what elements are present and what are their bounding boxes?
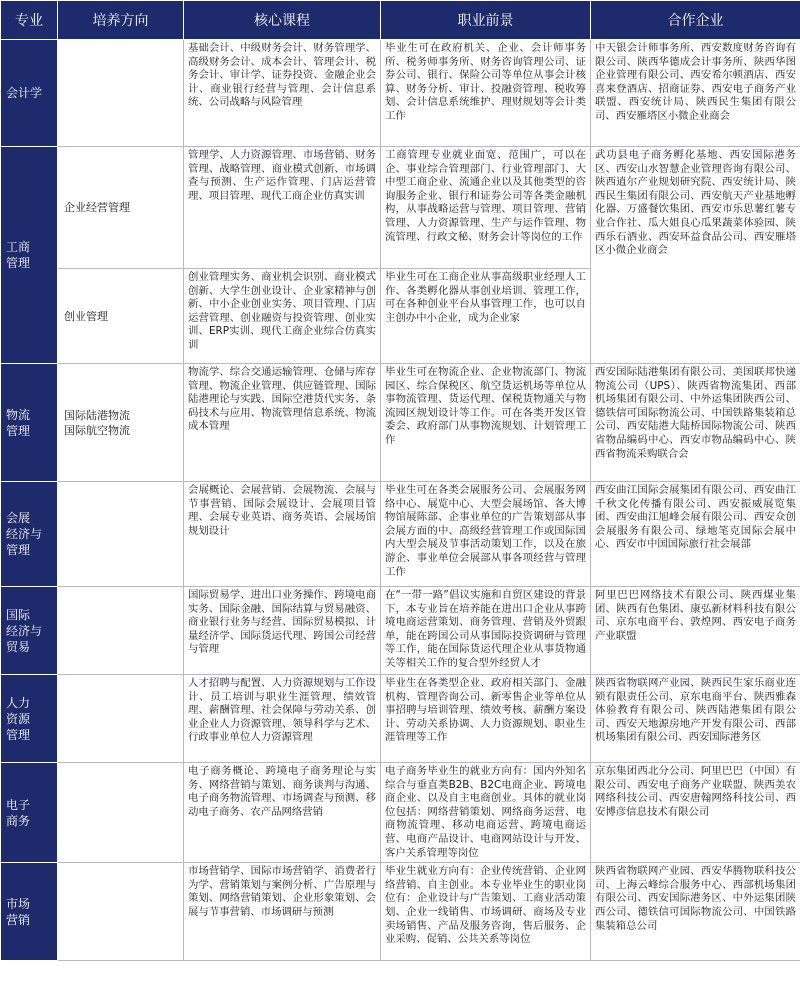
courses-cell: 管理学、人力资源管理、市场营销、财务管理、战略管理、商业模式创新、市场调查与预测、生产运作管理、门店运营管理、项目管理、现代工商企业仿真实训 — [184, 147, 381, 269]
direction-cell — [58, 40, 184, 147]
header-prospects: 职业前景 — [381, 1, 591, 40]
direction-cell — [58, 482, 184, 587]
direction-cell: 企业经营管理 — [58, 147, 184, 269]
courses-cell: 市场营销学、国际市场营销学、消费者行为学、营销策划与案例分析、广告原理与策划、网络营销策划、企业形象策划、会展与节事营销、市场调研与预测 — [184, 863, 381, 961]
major-cell: 物流 管理 — [1, 364, 58, 482]
major-cell: 会展 经济与 管理 — [1, 482, 58, 587]
table-row — [1, 364, 800, 482]
prospects-cell: 电子商务毕业生的就业方向有：国内外知名综合与垂直类B2B、B2C电商企业、跨境电商企业、以及自主电商创业。具体的就业岗位包括：网络营销策划、网络商务运营、电商物流管理、移动电商运营、跨境电商运营、电商产品设计、电商网站设计与开发、客户关系管理等岗位 — [381, 763, 591, 863]
table-row — [1, 863, 800, 961]
direction-cell — [58, 587, 184, 675]
prospects-cell: 工商管理专业就业面宽、范围广，可以在企、事业综合管理部门、行业管理部门、大中型工商企业、流通企业以及其他类型的咨询服务企业、银行和证券公司等各类金融机构，从事战略运营与管理、项目管理、营销管理、人力资源管理、生产与运作管理、物流管理、行政文秘、财务会计等岗位的工作 — [381, 147, 591, 269]
major-cell: 会计学 — [1, 40, 58, 147]
partners-cell: 西安国际陆港集团有限公司、美国联邦快递物流公司（UPS）、陕西省物流集团、西部机场集团有限公司、中外运集团陕西公司、德铁信可国际物流公司、中国铁路集装箱总公司、西安陆港大陆桥国际物流公司、陕西省物品编码中心、西安市物品编码中心、陕西省物流采购联合会 — [591, 364, 800, 482]
partners-cell: 陕西省物联网产业园、陕西民生家乐商业连锁有限责任公司、京东电商平台、陕西雅森体验教育有限公司、陕西陆港集团有限公司、西安天地源房地产开发有限公司、西部机场集团有限公司、西安国际港务区 — [591, 675, 800, 763]
direction-cell: 创业管理 — [58, 269, 184, 364]
major-cell: 工商 管理 — [1, 147, 58, 364]
header-row — [1, 1, 800, 40]
major-cell: 电子 商务 — [1, 763, 58, 863]
direction-cell: 国际陆港物流 国际航空物流 — [58, 364, 184, 482]
table-row — [1, 675, 800, 763]
direction-cell — [58, 863, 184, 961]
major-cell: 国际 经济与 贸易 — [1, 587, 58, 675]
partners-cell: 中天银会计师事务所、西安数度财务咨询有限公司、陕西华德成会计事务所、陕西华图企业管理有限公司、西安希尔顿酒店、西安喜来登酒店、招商证券、西安电子商务产业联盟、西安统计局、陕西民生集团有限公司、西安雁塔区小微企业商会 — [591, 40, 800, 147]
prospects-cell: 在“一带一路”倡议实施和自贸区建设的背景下，本专业旨在培养能在进出口企业从事跨境电商运营策划、商务管理、营销及外贸跟单，能在跨国公司从事国际投资调研与管理等工作，能在国际货运代理企业从事货物通关等相关工作的复合型外经贸人才 — [381, 587, 591, 675]
prospects-cell: 毕业生在各类型企业、政府相关部门、金融机构、管理咨询公司、新零售企业等单位从事招聘与培训管理、绩效考核、薪酬方案设计、劳动关系协调、人力资源规划、职业生涯管理等工作 — [381, 675, 591, 763]
partners-cell: 京东集团西北分公司、阿里巴巴（中国）有限公司、西安电子商务产业联盟、陕西美农网络科技公司、西安唐翰网络科技公司、西安博彦信息技术有限公司 — [591, 763, 800, 863]
prospects-cell: 毕业生可在工商企业从事高级职业经理人工作、各类孵化器从事创业培训、管理工作，可在各种创业平台从事管理工作，也可以自主创办中小企业，成为企业家 — [381, 269, 591, 364]
header-direction: 培养方向 — [58, 1, 184, 40]
header-courses: 核心课程 — [184, 1, 381, 40]
major-cell: 人力 资源 管理 — [1, 675, 58, 763]
prospects-cell: 毕业生可在各类会展服务公司、会展服务网络中心、展览中心、大型会展场馆、各大博物馆展陈部、企事业单位的广告策划部从事会展方面的中、高级经营管理工作或国际国内大型会展及节事活动策划工作，以及在旅游企、事业单位会展部从事各项经营与管理工作 — [381, 482, 591, 587]
courses-cell: 人才招聘与配置、人力资源规划与工作设计、员工培训与职业生涯管理、绩效管理、薪酬管理、社会保障与劳动关系、创业企业人力资源管理、领导科学与艺术、行政事业单位人力资源管理 — [184, 675, 381, 763]
courses-cell: 基础会计、中级财务会计、财务管理学、高级财务会计、成本会计、管理会计、税务会计、审计学、证券投资、金融企业会计、商业银行经营与管理、会计信息系统、公司战略与风险管理 — [184, 40, 381, 147]
prospects-cell: 毕业生可在政府机关、企业、会计师事务所、税务师事务所、财务咨询管理公司、证券公司、银行、保险公司等单位从事会计核算、财务分析、审计、投融资管理、税收筹划、会计信息系统维护、理财规划等会计类工作 — [381, 40, 591, 147]
table-row — [1, 763, 800, 863]
partners-cell: 武功县电子商务孵化基地、西安国际港务区、西安山水智慧企业管理咨询有限公司、陕西逍尔产业规划研究院、西安统计局、陕西民生集团有限公司、西安航天产业基地孵化器、万盛餐饮集团、西安市乐思薯红薯专业合作社、瓜大姐良心瓜果蔬菜体验园、陕西乐石酒业、西安环益食品公司、西安雁塔区小微企业商会 — [591, 147, 800, 364]
courses-cell: 会展概论、会展营销、会展物流、会展与节事营销、国际会展设计、会展项目管理、会展专业英语、商务英语、会展场馆规划设计 — [184, 482, 381, 587]
table-row — [1, 40, 800, 147]
courses-cell: 创业管理实务、商业机会识别、商业模式创新、大学生创业设计、企业家精神与创新、中小企业创业实务、项目管理、门店运营管理、创业融资与投资管理、创业实训、ERP实训、现代工商企业综合仿真实训 — [184, 269, 381, 364]
major-cell: 市场 营销 — [1, 863, 58, 961]
courses-cell: 物流学、综合交通运输管理、仓储与库存管理、物流企业管理、供应链管理、国际陆港理论与实践、国际空港货代实务、条码技术与应用、物流管理信息系统、物流成本管理 — [184, 364, 381, 482]
partners-cell: 西安曲江国际会展集团有限公司、西安曲江千秋文化传播有限公司、西安振威展览集团、西安曲江旭峰会展有限公司、西安众创会展服务有限公司、绿地笔克国际会展中心、西安市中国国际旅行社会展部 — [591, 482, 800, 587]
table-row — [1, 587, 800, 675]
header-major: 专业 — [1, 1, 58, 40]
direction-cell — [58, 675, 184, 763]
direction-cell — [58, 763, 184, 863]
courses-cell: 电子商务概论、跨境电子商务理论与实务、网络营销与策划、商务谈判与沟通、电子商务物流管理、市场调查与预测、移动电子商务、农产品网络营销 — [184, 763, 381, 863]
courses-cell: 国际贸易学、进出口业务操作、跨境电商实务、国际金融、国际结算与贸易融资、商业银行业务与经营、国际贸易模拟、计量经济学、国际货运代理、跨国公司经营与管理 — [184, 587, 381, 675]
prospects-cell: 毕业生可在物流企业、企业物流部门、物流园区、综合保税区、航空货运机场等单位从事物流管理、货运代理、保税货物通关与物流园区规划设计等工作。可在各类开发区管委会、政府部门从事物流规划、计划管理工作 — [381, 364, 591, 482]
prospects-cell: 毕业生就业方向有：企业传统营销、企业网络营销、自主创业。本专业毕业生的职业岗位有：企业设计与广告策划、工商业活动策划、企业一线销售、市场调研、商场及专业卖场销售、产品及服务咨询，售后服务、企业采购、促销、公共关系等岗位 — [381, 863, 591, 961]
partners-cell: 陕西省物联网产业园、西安华腾物联科技公司、上海云峰综合服务中心、西部机场集团有限公司、西安国际港务区、中外运集团陕西公司、德铁信可国际物流公司、中国铁路集装箱总公司 — [591, 863, 800, 961]
table-row — [1, 147, 800, 269]
table-row — [1, 482, 800, 587]
header-partners: 合作企业 — [591, 1, 800, 40]
partners-cell: 阿里巴巴网络技术有限公司、陕西煤业集团、陕西有色集团、康弘新材料科技有限公司、京东电商平台、敦煌网、西安电子商务产业联盟 — [591, 587, 800, 675]
